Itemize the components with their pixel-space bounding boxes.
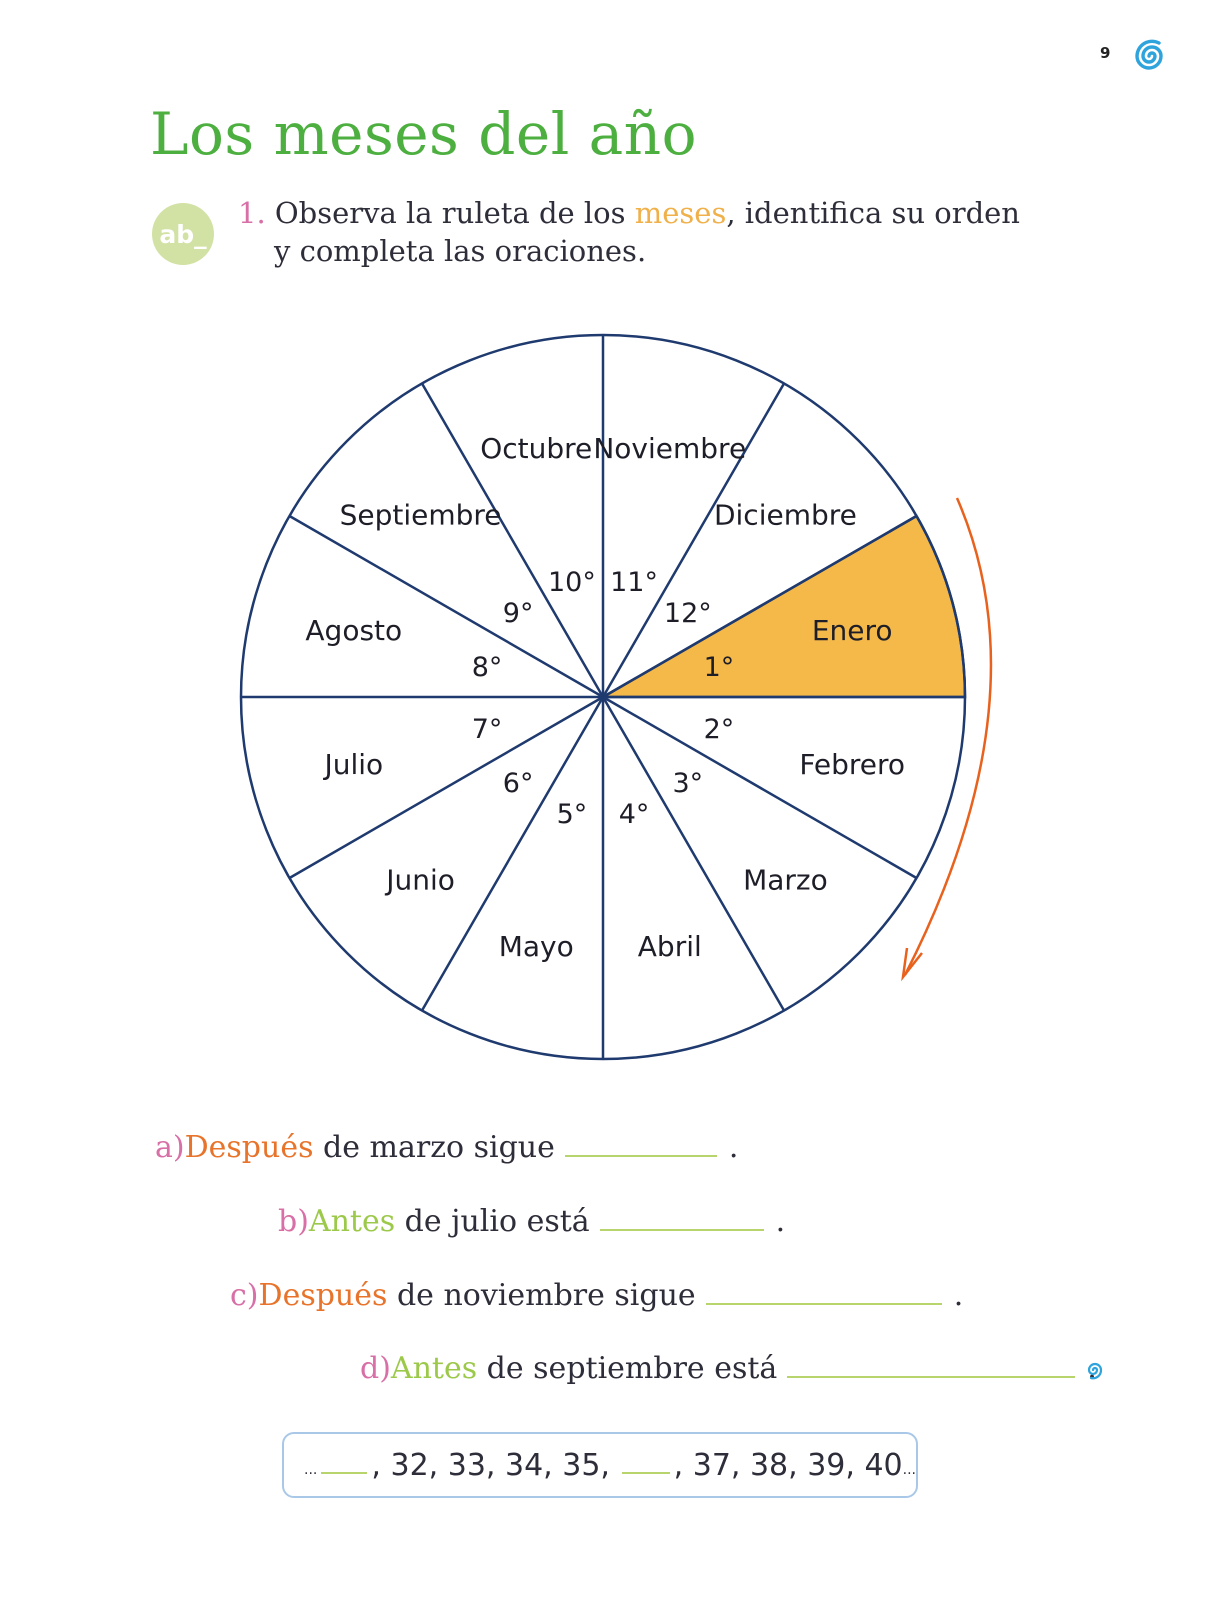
- page-title: Los meses del año: [150, 100, 698, 168]
- wheel-month-label: Noviembre: [593, 431, 747, 465]
- instruction-text-before: Observa la ruleta de los: [274, 196, 626, 230]
- wheel-month-label: Septiembre: [339, 498, 502, 532]
- answer-blank-a[interactable]: [565, 1153, 717, 1157]
- wheel-ordinal-label: 12°: [663, 598, 712, 630]
- sentence-text: de septiembre está: [486, 1351, 778, 1386]
- wheel-ordinal-label: 3°: [672, 767, 704, 799]
- sequence-blank-1[interactable]: [321, 1470, 367, 1474]
- wheel-sector-enero: [603, 516, 965, 697]
- instruction-text-after: , identifica su orden: [726, 196, 1020, 230]
- wheel-ordinal-label: 11°: [610, 567, 658, 599]
- wheel-divider-line: [289, 516, 603, 697]
- wheel-ordinal-label: 9°: [502, 598, 534, 630]
- sentence-c: [230, 1278, 963, 1313]
- sequence-start-ellipsis: ...: [304, 1462, 318, 1478]
- sequence-end-ellipsis: ...: [902, 1462, 916, 1478]
- wheel-month-label: Octubre: [480, 431, 593, 465]
- sequence-blank-2[interactable]: [622, 1470, 670, 1474]
- wheel-month-label: Abril: [637, 930, 702, 964]
- sentence-keyword: Antes: [390, 1351, 478, 1386]
- number-sequence-box: [282, 1432, 918, 1498]
- wheel-ordinal-label: 5°: [556, 798, 588, 830]
- sentence-keyword: Después: [258, 1278, 388, 1313]
- sequence-end-part: , 37, 38, 39, 40: [673, 1447, 903, 1483]
- writing-activity-badge: ab_: [152, 203, 214, 265]
- sentence-period: .: [728, 1130, 739, 1165]
- sentence-period: .: [775, 1204, 786, 1239]
- sentence-text: de noviembre sigue: [396, 1278, 696, 1313]
- answer-blank-d[interactable]: [787, 1374, 1075, 1378]
- wheel-month-label: Julio: [324, 747, 384, 781]
- sentence-a: [155, 1130, 738, 1165]
- wheel-divider-line: [603, 697, 784, 1011]
- wheel-month-label: Marzo: [743, 863, 828, 897]
- wheel-divider-line: [422, 383, 603, 697]
- wheel-ordinal-label: 8°: [471, 651, 503, 683]
- sentence-label: a): [155, 1130, 185, 1165]
- answer-blank-c[interactable]: [706, 1301, 942, 1305]
- sequence-middle: , 32, 33, 34, 35,: [371, 1447, 610, 1483]
- sentence-d: [360, 1351, 1097, 1386]
- wheel-ordinal-label: 7°: [471, 714, 503, 746]
- sentence-b: [278, 1204, 785, 1239]
- wheel-month-label: Junio: [386, 863, 455, 897]
- instruction-line2: y completa las oraciones.: [274, 234, 647, 268]
- wheel-ordinal-label: 10°: [548, 567, 596, 599]
- answer-blank-b[interactable]: [600, 1227, 764, 1231]
- instruction-highlight: meses: [634, 196, 727, 230]
- sentence-label: b): [278, 1204, 309, 1239]
- wheel-divider-line: [603, 697, 917, 878]
- wheel-month-label: Agosto: [305, 614, 403, 648]
- spiral-icon: [1082, 1358, 1108, 1382]
- sentence-label: c): [230, 1278, 259, 1313]
- wheel-ordinal-label: 6°: [502, 767, 534, 799]
- wheel-ordinal-label: 2°: [703, 714, 735, 746]
- sentence-label: d): [360, 1351, 391, 1386]
- sentence-text: de julio está: [404, 1204, 590, 1239]
- wheel-divider-line: [422, 697, 603, 1011]
- sentence-keyword: Antes: [308, 1204, 396, 1239]
- sentence-period: .: [1087, 1351, 1097, 1386]
- wheel-divider-line: [289, 697, 603, 878]
- wheel-ordinal-label: 1°: [703, 651, 735, 683]
- sentence-period: .: [953, 1278, 964, 1313]
- sentence-keyword: Después: [184, 1130, 314, 1165]
- sentence-text: de marzo sigue: [323, 1130, 555, 1165]
- wheel-month-label: Febrero: [799, 747, 906, 781]
- instruction-number: 1.: [238, 196, 266, 230]
- wheel-month-label: Enero: [811, 614, 893, 648]
- wheel-month-label: Diciembre: [713, 498, 857, 532]
- page-number: 9: [1100, 44, 1111, 62]
- wheel-month-label: Mayo: [498, 930, 574, 964]
- wheel-ordinal-label: 4°: [618, 798, 650, 830]
